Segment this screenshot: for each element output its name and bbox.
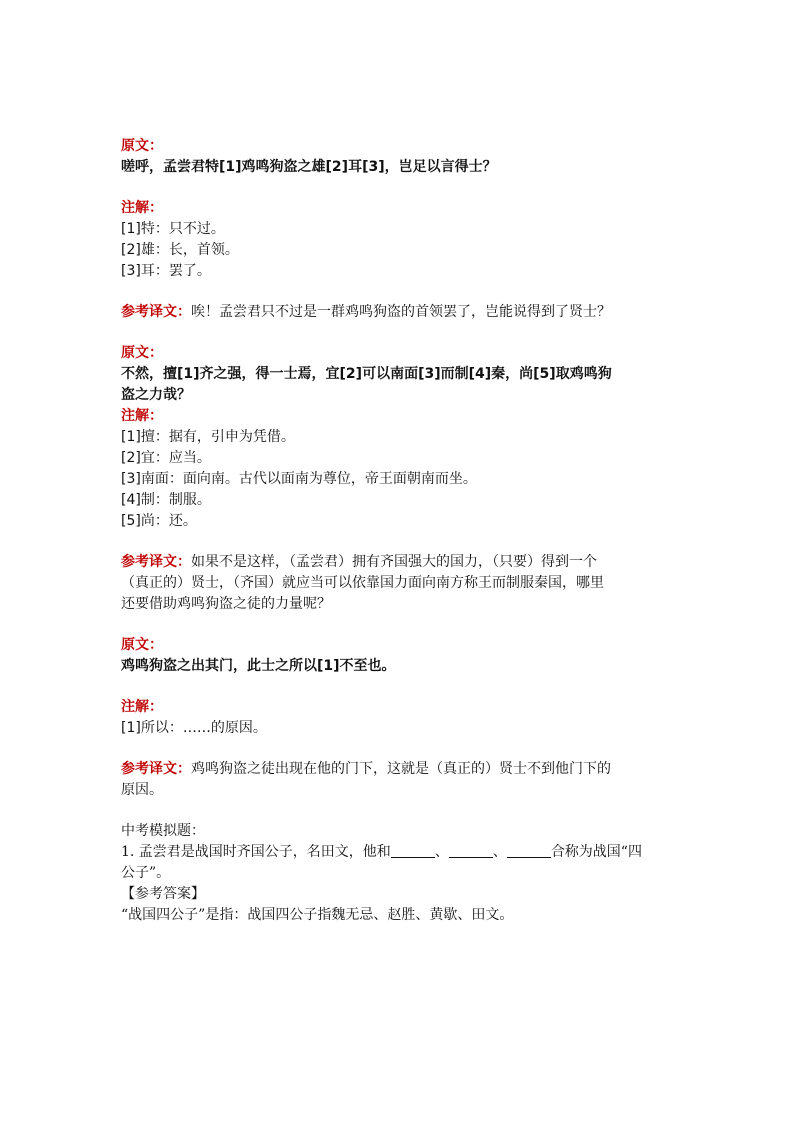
note-item: [2]雄：长，首领。: [121, 242, 239, 258]
translation-text: 唉！孟尝君只不过是一群鸡鸣狗盗的首领罢了，岂能说得到了贤士？: [191, 304, 611, 320]
translation-text-line: 原因。: [121, 782, 163, 798]
answer-blank: [449, 843, 493, 858]
separator: 、: [434, 844, 449, 860]
answer-heading: 【参考答案】: [121, 886, 205, 902]
original-text-line: 不然，擅[1]齐之强，得一士焉，宜[2]可以南面[3]而制[4]秦，尚[5]取鸡鸣狗: [121, 366, 612, 382]
translation-text-line: 如果不是这样，（孟尝君）拥有齐国强大的国力，（只要）得到一个: [191, 554, 597, 570]
original-text: 嗟呼，孟尝君特[1]鸡鸣狗盗之雄[2]耳[3]，岂足以言得士？: [121, 159, 497, 175]
notes-label: 注解：: [121, 408, 163, 424]
exam-heading: 中考模拟题：: [121, 823, 205, 839]
separator: 、: [492, 844, 507, 860]
exam-question-line: 公子”。: [121, 865, 171, 881]
document-page: [121, 136, 681, 926]
answer-blank: [391, 843, 435, 858]
translation-text-line: （真正的）贤士，（齐国）就应当可以依靠国力面向南方称王而制服秦国，哪里: [121, 575, 604, 591]
answer-text: “战国四公子”是指：战国四公子指魏无忌、赵胜、黄歇、田文。: [121, 907, 514, 923]
translation-paragraph: [121, 552, 681, 573]
translation-label: 参考译文：: [121, 554, 191, 570]
original-text-line: 盗之力哉？: [121, 387, 191, 403]
original-label: 原文：: [121, 345, 163, 361]
question-text: 合称为战国“四: [550, 844, 642, 860]
answer-blank: [507, 843, 551, 858]
notes-label: 注解：: [121, 200, 163, 216]
notes-label: 注解：: [121, 699, 163, 715]
note-item: [3]耳：罢了。: [121, 263, 211, 279]
note-item: [3]南面：面向南。古代以面南为尊位，帝王面朝南而坐。: [121, 471, 477, 487]
translation-label: 参考译文：: [121, 761, 191, 777]
translation-paragraph: [121, 759, 681, 780]
note-item: [1]特：只不过。: [121, 221, 225, 237]
original-text: 鸡鸣狗盗之出其门，此士之所以[1]不至也。: [121, 658, 396, 674]
translation-label: 参考译文：: [121, 304, 191, 320]
note-item: [2]宜：应当。: [121, 450, 211, 466]
question-text: 1. 孟尝君是战国时齐国公子，名田文，他和: [121, 844, 391, 860]
note-item: [1]所以：……的原因。: [121, 720, 267, 736]
note-item: [4]制：制服。: [121, 492, 211, 508]
translation-text-line: 还要借助鸡鸣狗盗之徒的力量呢？: [121, 596, 331, 612]
original-label: 原文：: [121, 637, 163, 653]
translation-text-line: 鸡鸣狗盗之徒出现在他的门下，这就是（真正的）贤士不到他门下的: [191, 761, 611, 777]
exam-question: [121, 842, 681, 863]
original-label: 原文：: [121, 138, 163, 154]
note-item: [1]擅：据有，引申为凭借。: [121, 429, 295, 445]
note-item: [5]尚：还。: [121, 513, 197, 529]
translation-paragraph: [121, 302, 681, 323]
